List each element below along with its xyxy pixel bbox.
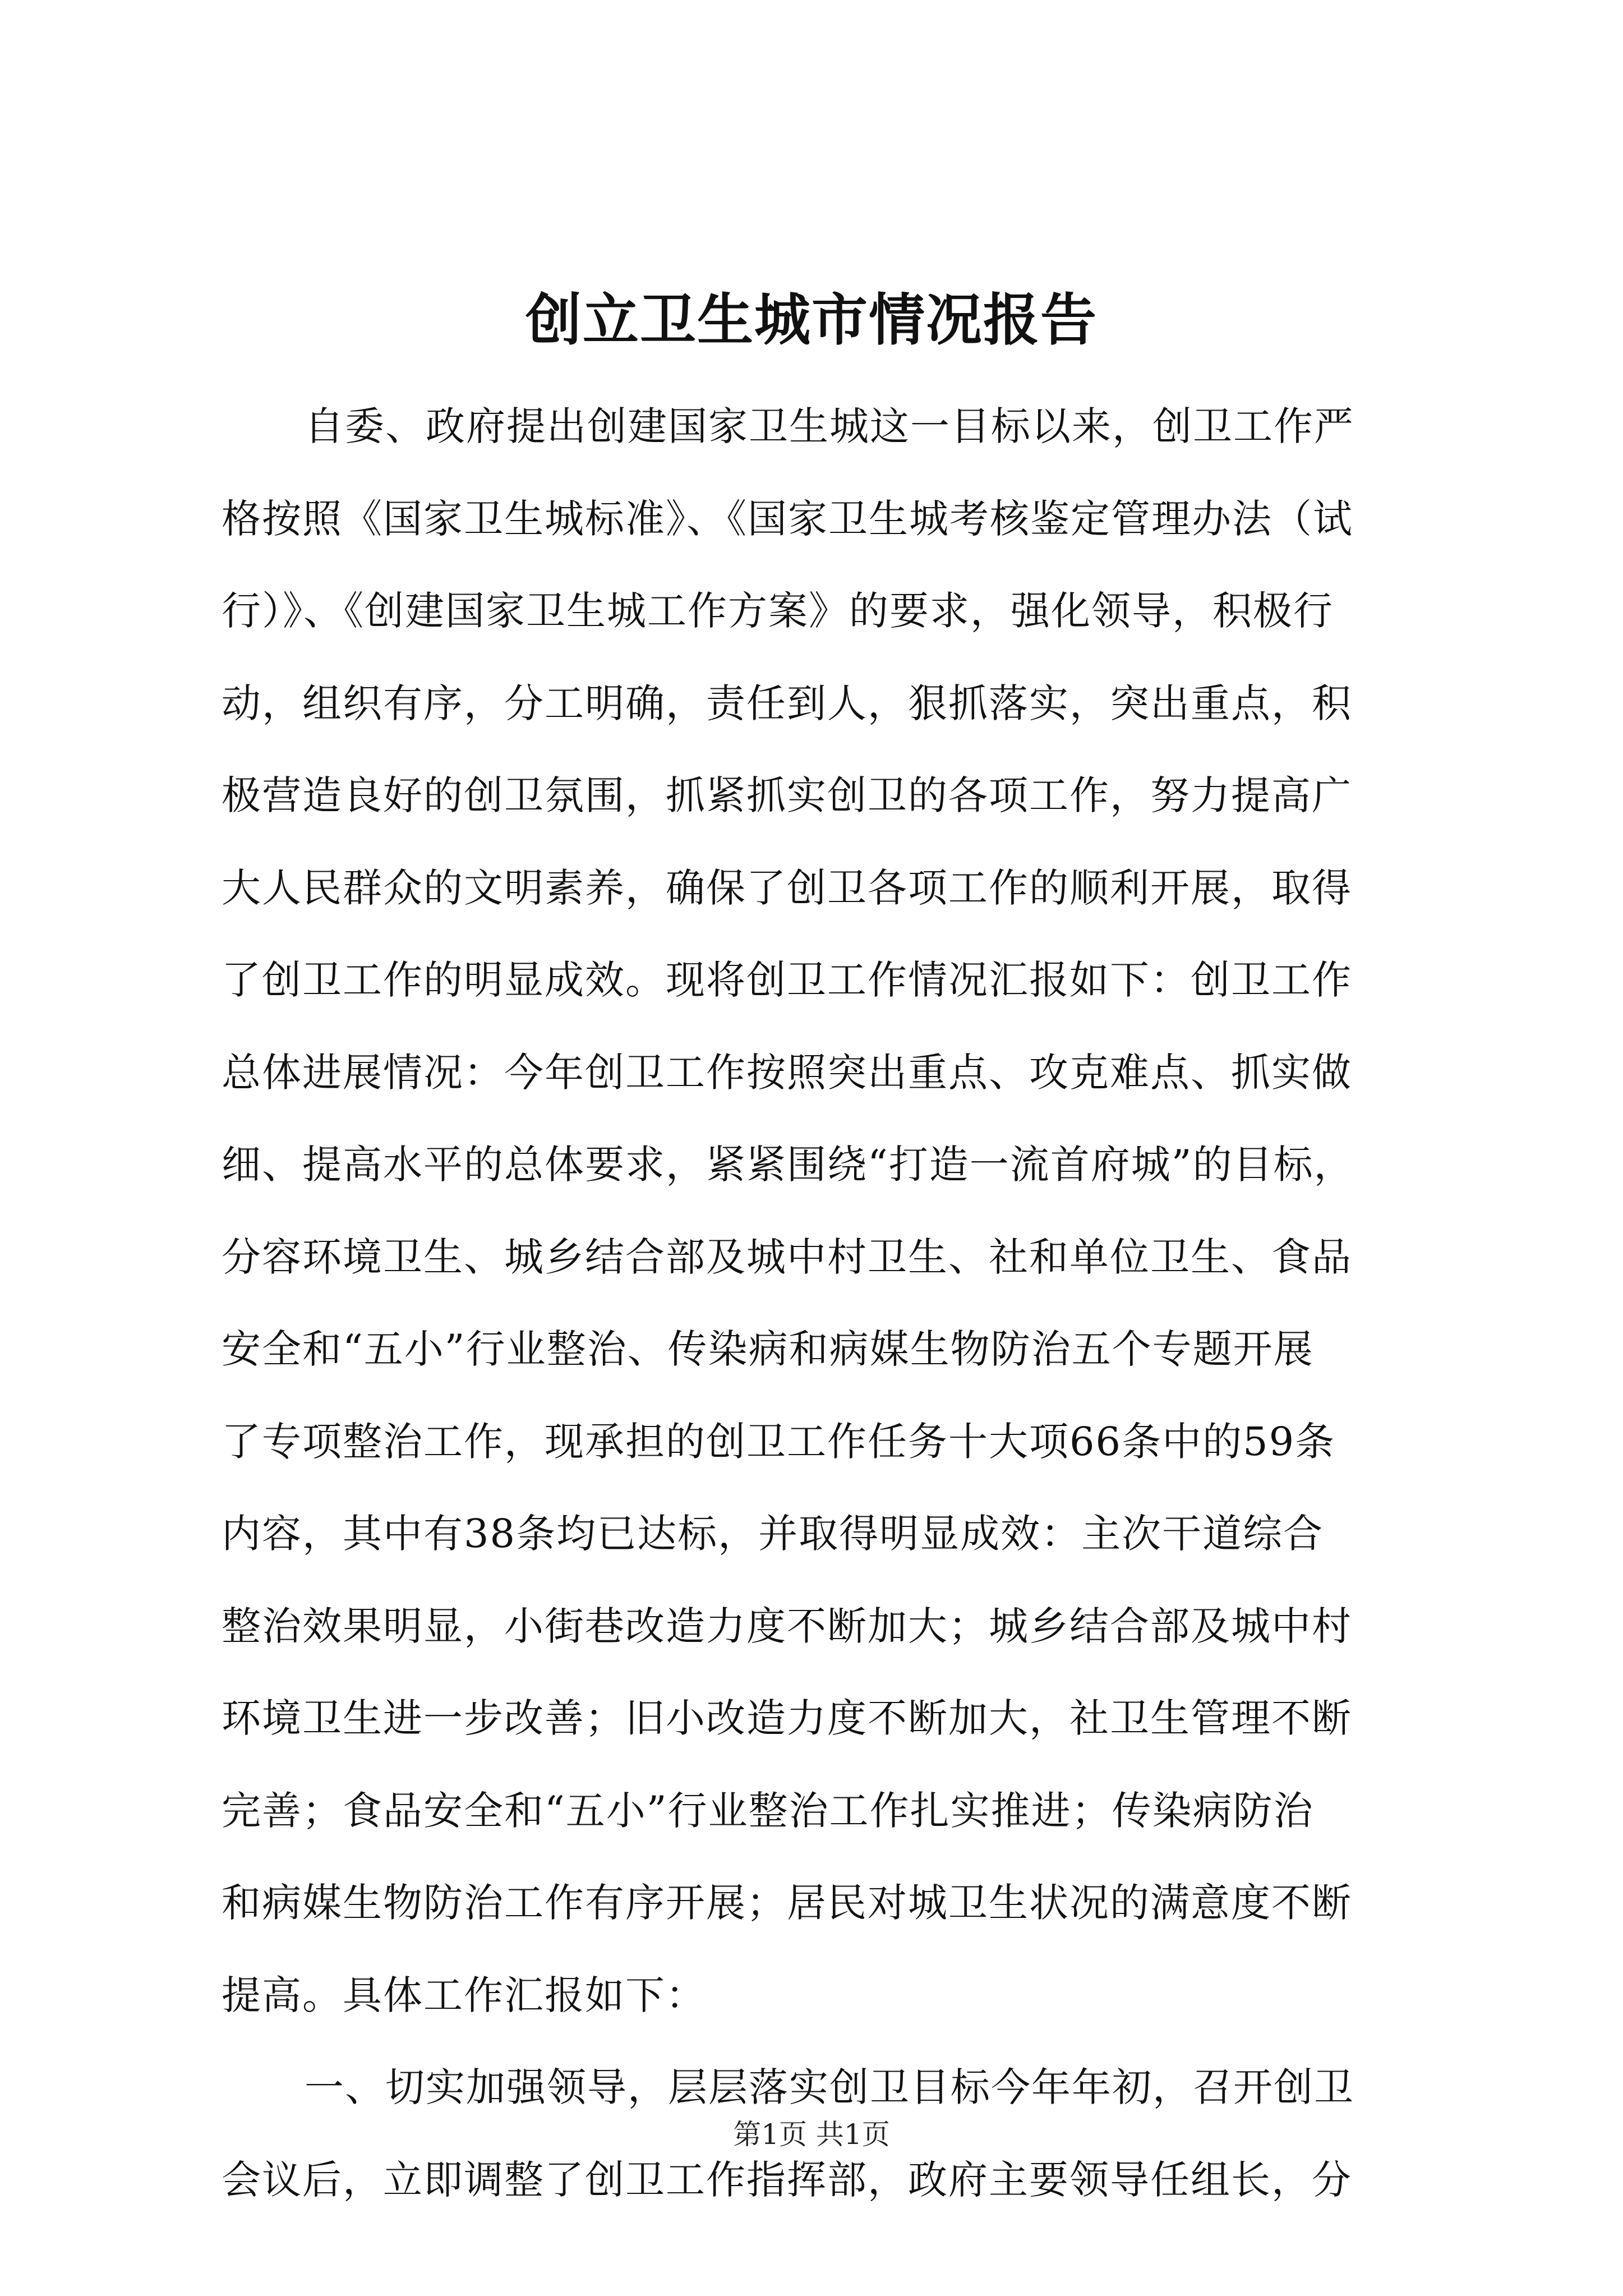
paragraph-line: 整治效果明显，小街巷改造力度不断加大；城乡结合部及城中村	[222, 1603, 1352, 1649]
page-footer: 第1页 共1页	[733, 2118, 890, 2151]
paragraph-line: 总体进展情况：今年创卫工作按照突出重点、攻克难点、抓实做	[222, 1049, 1352, 1096]
paragraph-line: 行）》、《创建国家卫生城工作方案》的要求，强化领导，积极行	[222, 588, 1334, 634]
paragraph-line: 了创卫工作的明显成效。现将创卫工作情况汇报如下：创卫工作	[222, 957, 1352, 1003]
paragraph-line: 完善；食品安全和“五小”行业整治工作扎实推进；传染病防治	[222, 1787, 1314, 1834]
paragraph-line: 大人民群众的文明素养，确保了创卫各项工作的顺利开展，取得	[222, 864, 1352, 911]
document-title: 创立卫生城市情况报告	[525, 287, 1098, 353]
paragraph-line: 自委、政府提出创建国家卫生城这一目标以来，创卫工作严	[305, 403, 1354, 449]
paragraph-line: 细、提高水平的总体要求，紧紧围绕“打造一流首府城”的目标，	[222, 1142, 1354, 1188]
paragraph-line: 提高。具体工作汇报如下：	[222, 1972, 706, 2018]
paragraph-line: 安全和“五小”行业整治、传染病和病媒生物防治五个专题开展	[222, 1326, 1314, 1372]
paragraph-line: 和病媒生物防治工作有序开展；居民对城卫生状况的满意度不断	[222, 1880, 1352, 1926]
paragraph-line: 极营造良好的创卫氛围，抓紧抓实创卫的各项工作，努力提高广	[222, 772, 1352, 818]
paragraph-line: 会议后，立即调整了创卫工作指挥部，政府主要领导任组长，分	[222, 2156, 1352, 2203]
document-body	[222, 380, 1419, 2226]
paragraph-line: 环境卫生进一步改善；旧小改造力度不断加大，社卫生管理不断	[222, 1695, 1352, 1741]
paragraph-line: 了专项整治工作，现承担的创卫工作任务十大项66条中的59条	[222, 1418, 1336, 1465]
paragraph-line: 动，组织有序，分工明确，责任到人，狠抓落实，突出重点，积	[222, 680, 1352, 726]
section-heading-line: 一、切实加强领导，层层落实创卫目标今年年初，召开创卫	[305, 2064, 1354, 2110]
paragraph-line: 内容，其中有38条均已达标，并取得明显成效：主次干道综合	[222, 1511, 1324, 1557]
paragraph-line: 分容环境卫生、城乡结合部及城中村卫生、社和单位卫生、食品	[222, 1234, 1352, 1280]
paragraph-line: 格按照《国家卫生城标准》、《国家卫生城考核鉴定管理办法（试	[222, 495, 1353, 542]
